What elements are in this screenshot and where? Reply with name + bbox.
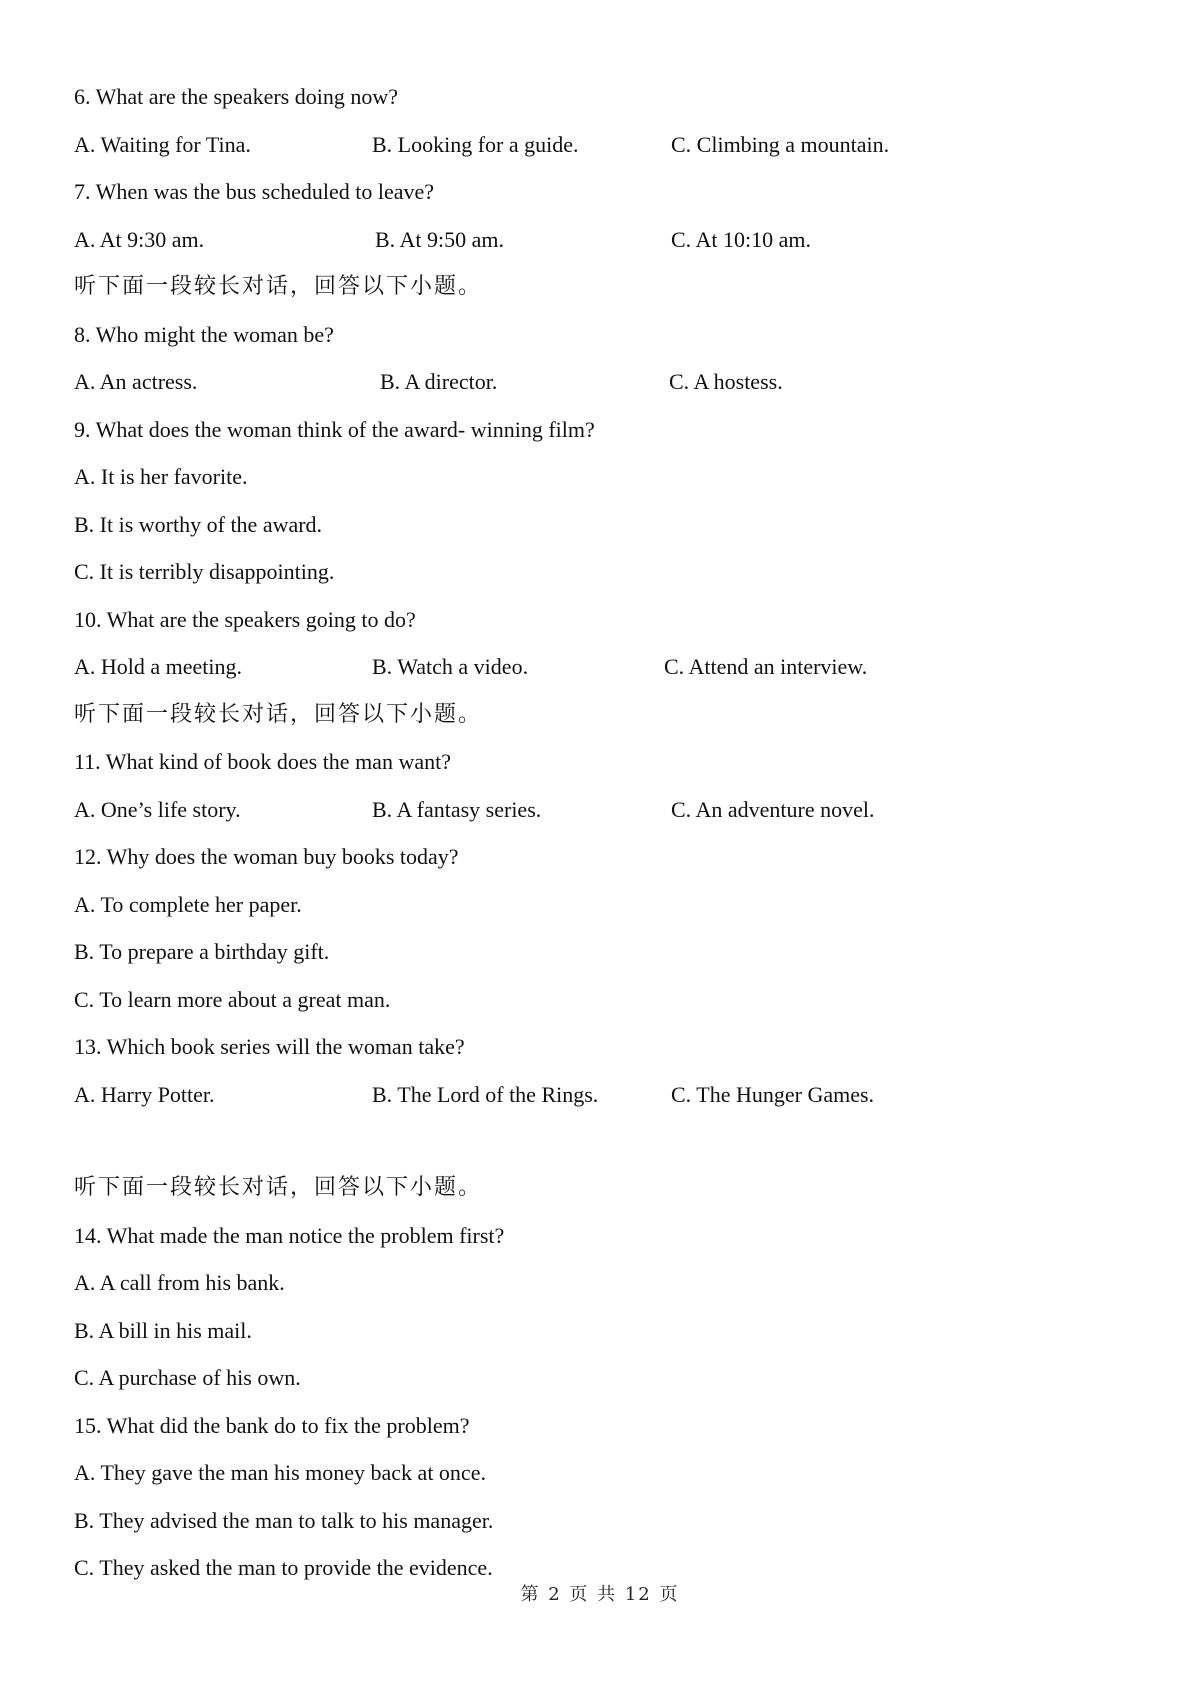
question-7-options (74, 226, 1134, 254)
q13-option-c: C. The Hunger Games. (671, 1082, 875, 1107)
q14-option-b: B. A bill in his mail. (74, 1318, 252, 1343)
section-header: 听下面一段较长对话，回答以下小题。 (74, 1175, 483, 1200)
q9-option-b: B. It is worthy of the award. (74, 512, 323, 537)
q11-option-b: B. A fantasy series. (372, 797, 542, 822)
question-7-stem: 7. When was the bus scheduled to leave? (74, 179, 435, 204)
q9-option-c: C. It is terribly disappointing. (74, 559, 335, 584)
question-10-stem: 10. What are the speakers going to do? (74, 607, 416, 632)
q15-option-b: B. They advised the man to talk to his manager. (74, 1508, 494, 1533)
question-10-options (74, 653, 1134, 681)
q7-option-b: B. At 9:50 am. (375, 227, 504, 252)
question-8-options (74, 368, 1134, 396)
q14-option-a: A. A call from his bank. (74, 1270, 285, 1295)
question-11-options (74, 796, 1134, 824)
question-12-stem: 12. Why does the woman buy books today? (74, 844, 459, 869)
q8-option-c: C. A hostess. (669, 369, 783, 394)
q8-option-a: A. An actress. (74, 369, 198, 394)
q9-option-a: A. It is her favorite. (74, 464, 248, 489)
question-11-stem: 11. What kind of book does the man want? (74, 749, 451, 774)
question-6-stem: 6. What are the speakers doing now? (74, 84, 398, 109)
q14-option-c: C. A purchase of his own. (74, 1365, 301, 1390)
question-8-stem: 8. Who might the woman be? (74, 322, 334, 347)
q15-option-a: A. They gave the man his money back at once. (74, 1460, 486, 1485)
q12-option-c: C. To learn more about a great man. (74, 987, 391, 1012)
q10-option-b: B. Watch a video. (372, 654, 529, 679)
question-15-stem: 15. What did the bank do to fix the problem? (74, 1413, 470, 1438)
question-9-stem: 9. What does the woman think of the award- winning film? (74, 417, 595, 442)
page-number-footer: 第 2 页 共 12 页 (520, 1584, 680, 1605)
q7-option-a: A. At 9:30 am. (74, 227, 205, 252)
q11-option-c: C. An adventure novel. (671, 797, 875, 822)
question-6-options (74, 131, 1134, 159)
q6-option-a: A. Waiting for Tina. (74, 132, 251, 157)
question-14-stem: 14. What made the man notice the problem first? (74, 1223, 505, 1248)
question-13-stem: 13. Which book series will the woman take? (74, 1034, 465, 1059)
section-header: 听下面一段较长对话，回答以下小题。 (74, 274, 483, 299)
q10-option-a: A. Hold a meeting. (74, 654, 243, 679)
q6-option-b: B. Looking for a guide. (372, 132, 579, 157)
q15-option-c: C. They asked the man to provide the evidence. (74, 1555, 493, 1580)
q13-option-a: A. Harry Potter. (74, 1082, 215, 1107)
q8-option-b: B. A director. (380, 369, 498, 394)
q13-option-b: B. The Lord of the Rings. (372, 1082, 599, 1107)
q12-option-a: A. To complete her paper. (74, 892, 302, 917)
q6-option-c: C. Climbing a mountain. (671, 132, 890, 157)
q11-option-a: A. One’s life story. (74, 797, 241, 822)
q7-option-c: C. At 10:10 am. (671, 227, 811, 252)
q10-option-c: C. Attend an interview. (664, 654, 868, 679)
section-header: 听下面一段较长对话，回答以下小题。 (74, 702, 483, 727)
question-13-options (74, 1081, 1134, 1109)
q12-option-b: B. To prepare a birthday gift. (74, 939, 330, 964)
